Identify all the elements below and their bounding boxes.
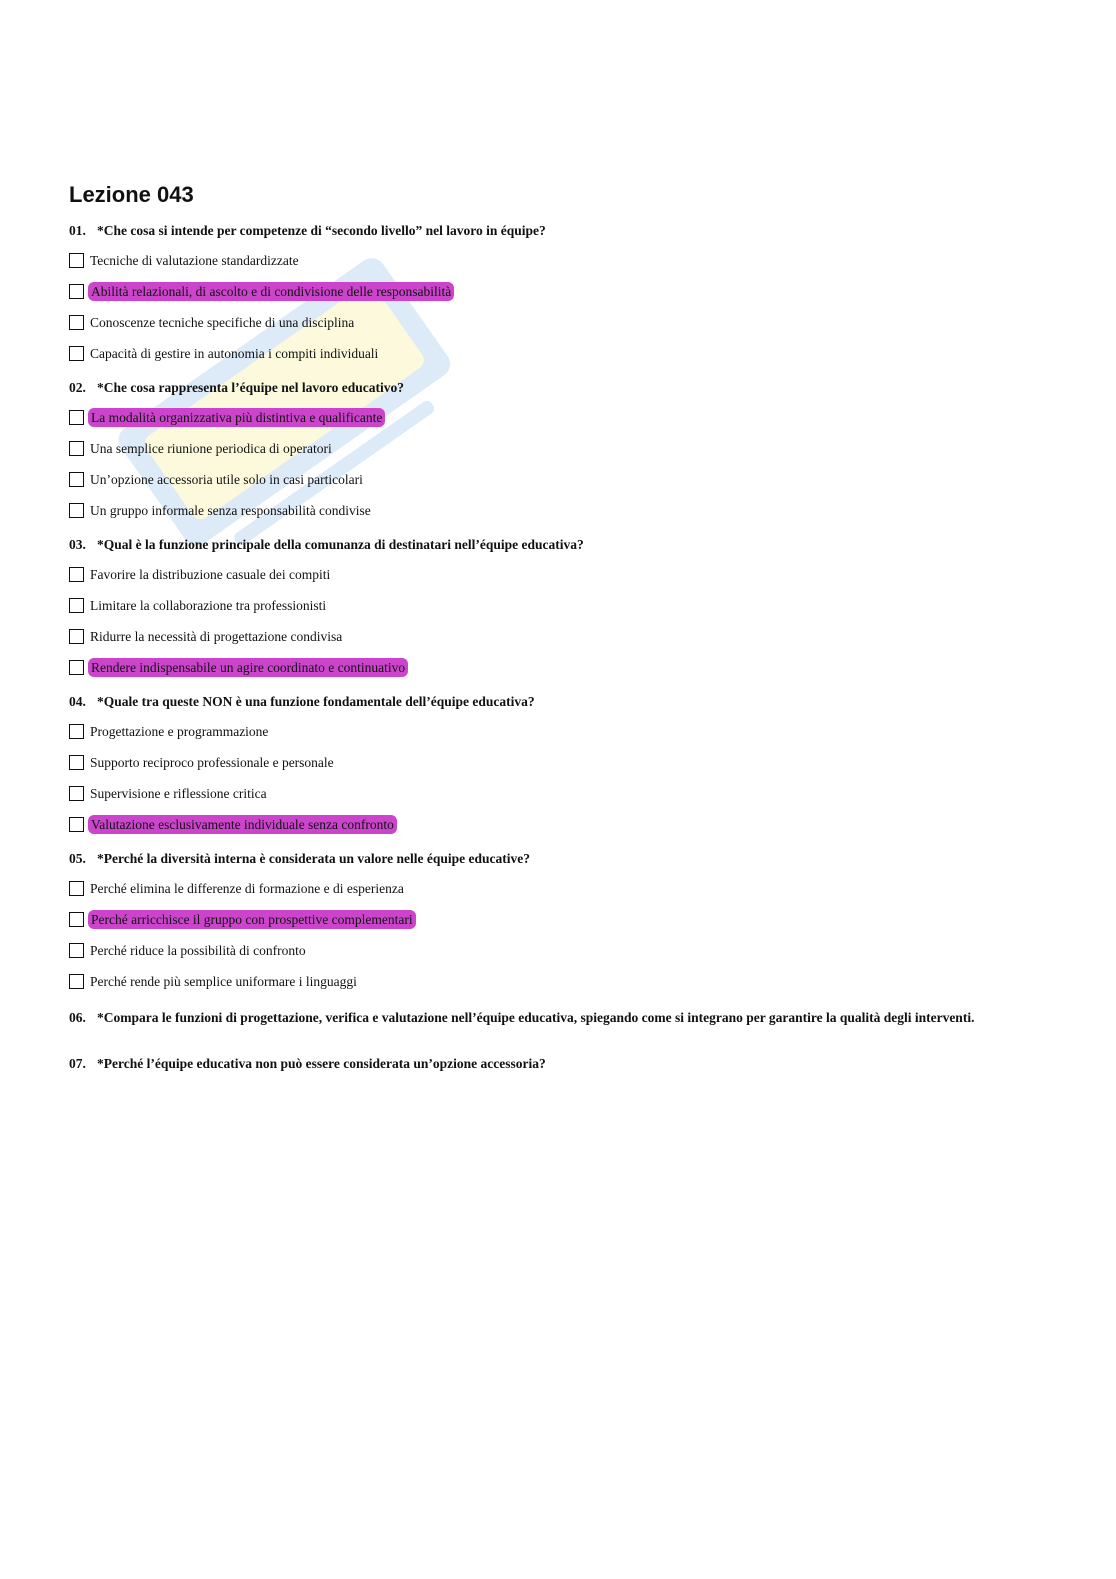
answer-label-highlighted: Valutazione esclusivamente individuale senza confronto bbox=[88, 815, 397, 834]
answer-label: Progettazione e programmazione bbox=[90, 724, 269, 739]
open-question-list bbox=[69, 1009, 1069, 1073]
question-label: *Perché la diversità interna è considerata un valore nelle équipe educative? bbox=[97, 851, 530, 866]
question-text bbox=[69, 222, 1069, 240]
answer-option[interactable] bbox=[69, 910, 1069, 929]
answer-option[interactable] bbox=[69, 565, 1069, 584]
open-question bbox=[69, 1009, 1069, 1027]
open-question bbox=[69, 1055, 1069, 1073]
answer-checkbox[interactable] bbox=[69, 567, 84, 582]
answer-label: Conoscenze tecniche specifiche di una disciplina bbox=[90, 315, 355, 330]
answer-option[interactable] bbox=[69, 408, 1069, 427]
answer-option[interactable] bbox=[69, 753, 1069, 772]
answer-option[interactable] bbox=[69, 627, 1069, 646]
question-label: *Perché l’équipe educativa non può essere considerata un’opzione accessoria? bbox=[97, 1056, 546, 1071]
answer-option[interactable] bbox=[69, 501, 1069, 520]
answer-option[interactable] bbox=[69, 344, 1069, 363]
question-label: *Compara le funzioni di progettazione, verifica e valutazione nell’équipe educativa, spiegando come si integrano per garantire la qualità degli interventi. bbox=[97, 1010, 975, 1025]
question-label: *Che cosa rappresenta l’équipe nel lavoro educativo? bbox=[97, 380, 404, 395]
answer-option[interactable] bbox=[69, 251, 1069, 270]
answer-option[interactable] bbox=[69, 879, 1069, 898]
answer-checkbox[interactable] bbox=[69, 598, 84, 613]
question-block bbox=[69, 222, 1069, 363]
answer-checkbox[interactable] bbox=[69, 943, 84, 958]
answer-option[interactable] bbox=[69, 784, 1069, 803]
answer-label-highlighted: La modalità organizzativa più distintiva e qualificante bbox=[88, 408, 385, 427]
answer-label: Limitare la collaborazione tra professionisti bbox=[90, 598, 327, 613]
answer-option[interactable] bbox=[69, 815, 1069, 834]
answer-option[interactable] bbox=[69, 282, 1069, 301]
question-number: 07. bbox=[69, 1056, 86, 1071]
answer-label-highlighted: Rendere indispensabile un agire coordinato e continuativo bbox=[88, 658, 408, 677]
answer-option[interactable] bbox=[69, 722, 1069, 741]
answer-label: Favorire la distribuzione casuale dei compiti bbox=[90, 567, 331, 582]
question-label: *Qual è la funzione principale della comunanza di destinatari nell’équipe educativa? bbox=[97, 537, 584, 552]
document-page bbox=[69, 182, 1069, 1101]
answer-checkbox[interactable] bbox=[69, 881, 84, 896]
answer-label: Una semplice riunione periodica di operatori bbox=[90, 441, 332, 456]
answer-label: Un gruppo informale senza responsabilità condivise bbox=[90, 503, 371, 518]
answer-label: Perché riduce la possibilità di confronto bbox=[90, 943, 306, 958]
answer-checkbox[interactable] bbox=[69, 315, 84, 330]
answer-checkbox[interactable] bbox=[69, 786, 84, 801]
answer-checkbox[interactable] bbox=[69, 660, 84, 675]
answer-label: Perché elimina le differenze di formazione e di esperienza bbox=[90, 881, 404, 896]
answer-checkbox[interactable] bbox=[69, 346, 84, 361]
answer-label-highlighted: Perché arricchisce il gruppo con prospettive complementari bbox=[88, 910, 416, 929]
answer-checkbox[interactable] bbox=[69, 817, 84, 832]
answer-label: Un’opzione accessoria utile solo in casi particolari bbox=[90, 472, 363, 487]
question-text bbox=[69, 850, 1069, 868]
answer-checkbox[interactable] bbox=[69, 284, 84, 299]
question-label: *Quale tra queste NON è una funzione fondamentale dell’équipe educativa? bbox=[97, 694, 535, 709]
answer-label: Supervisione e riflessione critica bbox=[90, 786, 267, 801]
answer-label: Tecniche di valutazione standardizzate bbox=[90, 253, 299, 268]
question-number: 05. bbox=[69, 851, 86, 866]
answer-checkbox[interactable] bbox=[69, 724, 84, 739]
answer-checkbox[interactable] bbox=[69, 253, 84, 268]
answer-option[interactable] bbox=[69, 972, 1069, 991]
question-text bbox=[69, 379, 1069, 397]
answer-checkbox[interactable] bbox=[69, 472, 84, 487]
answer-label-highlighted: Abilità relazionali, di ascolto e di condivisione delle responsabilità bbox=[88, 282, 454, 301]
answer-checkbox[interactable] bbox=[69, 410, 84, 425]
question-block bbox=[69, 850, 1069, 991]
question-list bbox=[69, 222, 1069, 991]
answer-label: Ridurre la necessità di progettazione condivisa bbox=[90, 629, 343, 644]
question-number: 02. bbox=[69, 380, 86, 395]
answer-option[interactable] bbox=[69, 941, 1069, 960]
answer-label: Capacità di gestire in autonomia i compiti individuali bbox=[90, 346, 379, 361]
answer-option[interactable] bbox=[69, 470, 1069, 489]
question-block bbox=[69, 693, 1069, 834]
question-block bbox=[69, 379, 1069, 520]
question-text bbox=[69, 693, 1069, 711]
question-number: 04. bbox=[69, 694, 86, 709]
answer-checkbox[interactable] bbox=[69, 974, 84, 989]
answer-checkbox[interactable] bbox=[69, 503, 84, 518]
answer-option[interactable] bbox=[69, 596, 1069, 615]
answer-option[interactable] bbox=[69, 313, 1069, 332]
answer-label: Perché rende più semplice uniformare i linguaggi bbox=[90, 974, 357, 989]
question-block bbox=[69, 536, 1069, 677]
question-text bbox=[69, 536, 1069, 554]
answer-checkbox[interactable] bbox=[69, 755, 84, 770]
answer-option[interactable] bbox=[69, 658, 1069, 677]
page-title: Lezione 043 bbox=[69, 182, 194, 207]
question-number: 03. bbox=[69, 537, 86, 552]
answer-checkbox[interactable] bbox=[69, 912, 84, 927]
question-number: 01. bbox=[69, 223, 86, 238]
answer-checkbox[interactable] bbox=[69, 629, 84, 644]
answer-option[interactable] bbox=[69, 439, 1069, 458]
question-label: *Che cosa si intende per competenze di “secondo livello” nel lavoro in équipe? bbox=[97, 223, 546, 238]
question-number: 06. bbox=[69, 1010, 86, 1025]
answer-label: Supporto reciproco professionale e personale bbox=[90, 755, 334, 770]
answer-checkbox[interactable] bbox=[69, 441, 84, 456]
